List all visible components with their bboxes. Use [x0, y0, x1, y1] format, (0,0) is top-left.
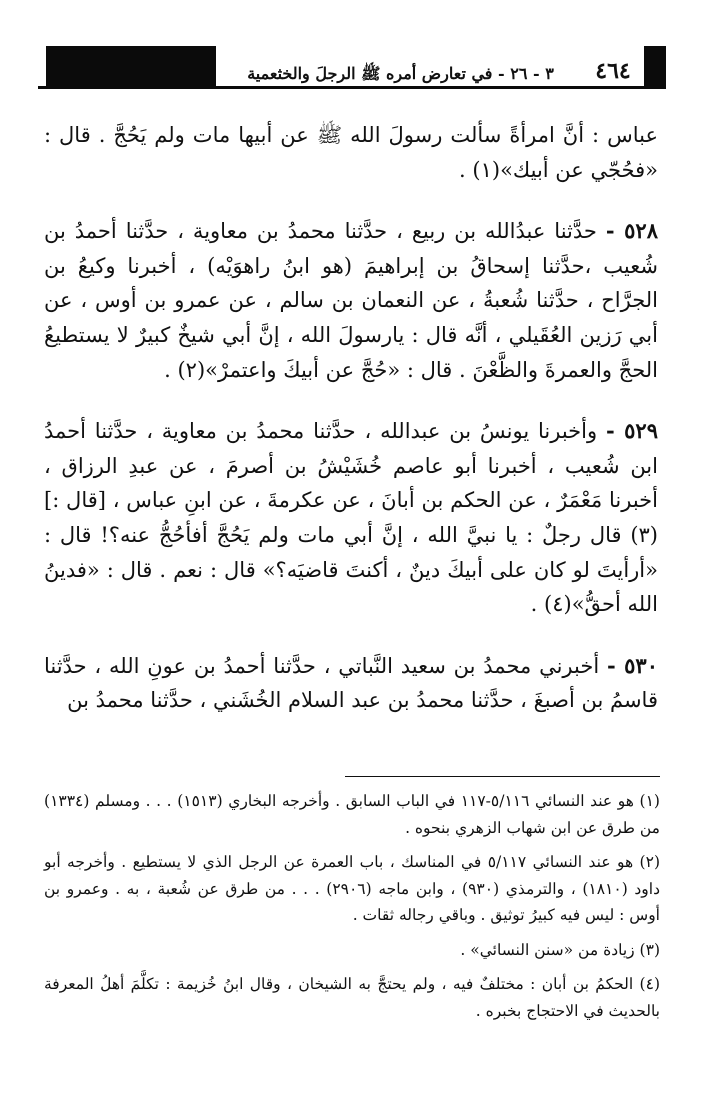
paragraph-text: وأخبرنا يونسُ بن عبدالله ، حدَّثنا محمدُ بن معاوية ، حدَّثنا أحمدُ ابن شُعيب ، أخبرنا أبو عاصم خُشَيْشُ بن أصرمَ ، عن عبدِ الرزاق ، أخبرنا مَعْمَرٌ ، عن الحكم بن أبانَ ، عن عكرمةَ ، عن ابنِ عباس ، [قال :](٣) قال رجلٌ : يا نبيَّ الله ، إنَّ أبي مات ولم يَحُجَّ أفأحُجُّ عنه؟! قال : «أرأيتَ لو كان على أبيكَ دينٌ ، أكنتَ قاضيَه؟» قال : نعم . قال : «فدينُ الله أحقُّ»(٤) . [44, 419, 658, 617]
hadith-number: ٥٢٨ - [605, 218, 658, 244]
paragraph-text: عباس : أنَّ امرأةً سألت رسولَ الله ﷺ عن أبيها مات ولم يَحُجَّ . قال : «فحُجّي عن أبيك»(١) . [44, 123, 658, 182]
hadith-528 [44, 214, 658, 387]
footnote-1: (١) هو عند النسائي ٥/١١٦-١١٧ في الباب السابق . وأخرجه البخاري (١٥١٣) . . . ومسلم (١٣٣٤) من طرق عن ابن شهاب الزهري بنحوه . [44, 792, 660, 837]
header-rule [38, 86, 666, 89]
footnote-3: (٣) زيادة من «سنن النسائي» . [460, 940, 660, 959]
hadith-530 [44, 649, 658, 718]
paragraph-text: أخبرني محمدُ بن سعيد النَّباتي ، حدَّثنا أحمدُ بن عونِ الله ، حدَّثنا قاسمُ بن أصبغَ ، حدَّثنا محمدُ بن عبد السلام الخُشَني ، حدَّثنا محمدُ بن [44, 653, 658, 713]
paragraph-text: حدَّثنا عبدُالله بن ربيع ، حدَّثنا محمدُ بن معاوية ، حدَّثنا أحمدُ بن شُعيب ،حدَّثنا إسحاقُ بن إبراهيمَ (هو ابنُ راهوَيْه) ، أخبرنا وكيعُ بن الجرَّاح ، حدَّثنا شُعبةُ ، عن النعمان بن سالم ، عن عمرو بن أوس ، عن أبي رَزين العُقَيلي ، أنَّه قال : يارسولَ الله ، إنَّ أبي شيخٌ كبيرٌ لا يستطيعُ الحجَّ والعمرةَ والظَّعْنَ . قال : «حُجَّ عن أبيكَ واعتمرْ»(٢) . [44, 219, 658, 382]
page-number: ٤٦٤ [595, 58, 631, 84]
hadith-number: ٥٢٩ - [605, 418, 658, 444]
footnote-separator [345, 776, 660, 777]
page-header [38, 46, 666, 90]
main-text [44, 118, 658, 718]
paragraph-continuation [44, 118, 658, 187]
chapter-title: ٣ - ٢٦ - في تعارض أمره ﷺ الرجلَ والخثعمية [247, 64, 554, 83]
header-black-bar-left [46, 46, 216, 88]
footnote-4: (٤) الحكمُ بن أبان : مختلفٌ فيه ، ولم يحتجَّ به الشيخان ، وقال ابنُ خُزيمة : تكلَّمَ أهلُ المعرفة بالحديث في الاحتجاج بخبره . [44, 975, 660, 1020]
hadith-529 [44, 414, 658, 622]
hadith-number: ٥٣٠ - [606, 652, 658, 678]
footnote-2: (٢) هو عند النسائي ٥/١١٧ في المناسك ، باب العمرة عن الرجل الذي لا يستطيع . وأخرجه أبو داود (١٨١٠) ، والترمذي (٩٣٠) ، وابن ماجه (٢٩٠٦) . . . من طرق عن شُعبة ، به . وعمرو بن أوس : ليس فيه كبيرُ توثيق . وباقي رجاله ثقات . [44, 853, 660, 924]
footnotes [44, 788, 660, 1032]
header-black-bar-right [644, 46, 666, 88]
